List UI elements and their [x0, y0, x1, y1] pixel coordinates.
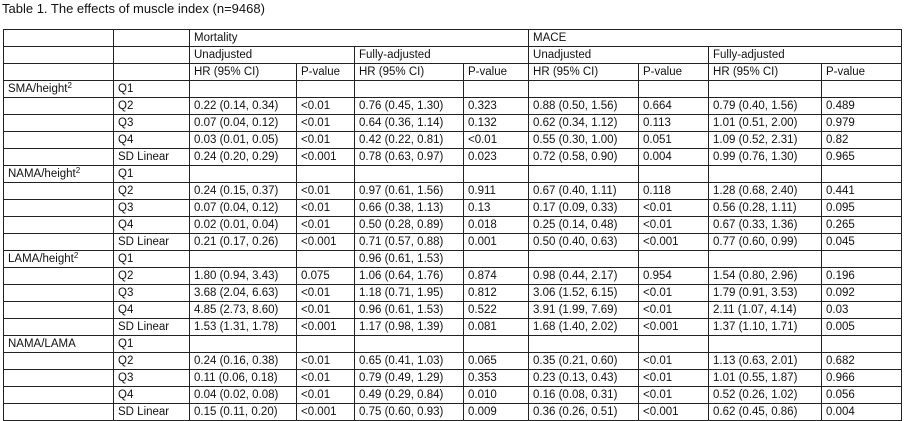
- table-row: [4, 115, 902, 132]
- row-quantile-label: Q1: [114, 81, 190, 98]
- p-value-cell: <0.01: [297, 132, 355, 149]
- p-value-cell: 0.323: [464, 98, 529, 115]
- p-value-cell: <0.001: [297, 319, 355, 336]
- hr-ci-cell: 0.99 (0.76, 1.30): [709, 149, 822, 166]
- hr-ci-cell: 1.18 (0.71, 1.95): [355, 285, 464, 302]
- p-value-cell: 0.979: [822, 115, 902, 132]
- hr-ci-cell: 0.23 (0.13, 0.43): [529, 370, 639, 387]
- row-quantile-label: Q2: [114, 183, 190, 200]
- hr-ci-cell: 0.66 (0.38, 1.13): [355, 200, 464, 217]
- row-group-blank: [4, 285, 114, 302]
- hr-ci-cell: 1.79 (0.91, 3.53): [709, 285, 822, 302]
- p-value-cell: 0.004: [822, 404, 902, 421]
- header-group-mortality: Mortality: [190, 30, 529, 47]
- table-body: [4, 30, 902, 421]
- header-blank-cell: [114, 64, 190, 81]
- p-value-cell: 0.118: [639, 183, 709, 200]
- p-value-cell: [639, 166, 709, 183]
- header-blank-cell: [4, 30, 114, 47]
- p-value-cell: 0.023: [464, 149, 529, 166]
- hr-ci-cell: 0.65 (0.41, 1.03): [355, 353, 464, 370]
- header-col-pvalue: P-value: [464, 64, 529, 81]
- p-value-cell: 0.13: [464, 200, 529, 217]
- hr-ci-cell: 0.78 (0.63, 0.97): [355, 149, 464, 166]
- hr-ci-cell: 3.68 (2.04, 6.63): [190, 285, 297, 302]
- hr-ci-cell: 0.04 (0.02, 0.08): [190, 387, 297, 404]
- p-value-cell: 0.82: [822, 132, 902, 149]
- group-label-superscript: 2: [73, 250, 79, 260]
- hr-ci-cell: 0.52 (0.26, 1.02): [709, 387, 822, 404]
- header-col-hr: HR (95% CI): [529, 64, 639, 81]
- header-subgroup-fully-adjusted: Fully-adjusted: [355, 47, 529, 64]
- p-value-cell: 0.03: [822, 302, 902, 319]
- p-value-cell: 0.045: [822, 234, 902, 251]
- table-row: [4, 370, 902, 387]
- header-subgroup-fully-adjusted: Fully-adjusted: [709, 47, 902, 64]
- header-row-subgroups: [4, 47, 902, 64]
- p-value-cell: <0.01: [297, 183, 355, 200]
- p-value-cell: 0.004: [639, 149, 709, 166]
- p-value-cell: 0.196: [822, 268, 902, 285]
- hr-ci-cell: 0.02 (0.01, 0.04): [190, 217, 297, 234]
- p-value-cell: <0.001: [297, 149, 355, 166]
- p-value-cell: 0.522: [464, 302, 529, 319]
- hr-ci-cell: 0.21 (0.17, 0.26): [190, 234, 297, 251]
- p-value-cell: 0.065: [464, 353, 529, 370]
- p-value-cell: [822, 166, 902, 183]
- p-value-cell: 0.965: [822, 149, 902, 166]
- hr-ci-cell: 1.13 (0.63, 2.01): [709, 353, 822, 370]
- header-group-mace: MACE: [529, 30, 902, 47]
- row-group-blank: [4, 200, 114, 217]
- p-value-cell: 0.095: [822, 200, 902, 217]
- p-value-cell: 0.954: [639, 268, 709, 285]
- hr-ci-cell: [190, 81, 297, 98]
- hr-ci-cell: 0.16 (0.08, 0.31): [529, 387, 639, 404]
- p-value-cell: <0.001: [639, 319, 709, 336]
- p-value-cell: 0.018: [464, 217, 529, 234]
- header-row-groups: [4, 30, 902, 47]
- p-value-cell: 0.966: [822, 370, 902, 387]
- p-value-cell: 0.113: [639, 115, 709, 132]
- p-value-cell: [464, 81, 529, 98]
- p-value-cell: <0.001: [639, 404, 709, 421]
- p-value-cell: <0.001: [297, 404, 355, 421]
- hr-ci-cell: 0.55 (0.30, 1.00): [529, 132, 639, 149]
- results-table: [3, 29, 902, 421]
- hr-ci-cell: 1.68 (1.40, 2.02): [529, 319, 639, 336]
- header-col-hr: HR (95% CI): [709, 64, 822, 81]
- hr-ci-cell: [529, 251, 639, 268]
- hr-ci-cell: 0.11 (0.06, 0.18): [190, 370, 297, 387]
- row-quantile-label: Q4: [114, 132, 190, 149]
- row-group-blank: [4, 353, 114, 370]
- table-row: [4, 183, 902, 200]
- p-value-cell: <0.01: [639, 353, 709, 370]
- p-value-cell: <0.001: [639, 234, 709, 251]
- p-value-cell: 0.441: [822, 183, 902, 200]
- hr-ci-cell: 0.50 (0.28, 0.89): [355, 217, 464, 234]
- header-blank-cell: [114, 30, 190, 47]
- p-value-cell: 0.092: [822, 285, 902, 302]
- group-label-superscript: 2: [75, 165, 81, 175]
- hr-ci-cell: 0.62 (0.45, 0.86): [709, 404, 822, 421]
- p-value-cell: <0.01: [297, 285, 355, 302]
- hr-ci-cell: 0.62 (0.34, 1.12): [529, 115, 639, 132]
- table-row: [4, 302, 902, 319]
- row-group-blank: [4, 132, 114, 149]
- p-value-cell: <0.001: [297, 234, 355, 251]
- hr-ci-cell: 3.91 (1.99, 7.69): [529, 302, 639, 319]
- hr-ci-cell: [190, 336, 297, 353]
- hr-ci-cell: 0.07 (0.04, 0.12): [190, 200, 297, 217]
- table-row: [4, 200, 902, 217]
- p-value-cell: <0.01: [639, 302, 709, 319]
- p-value-cell: 0.265: [822, 217, 902, 234]
- table-row: [4, 217, 902, 234]
- p-value-cell: 0.051: [639, 132, 709, 149]
- hr-ci-cell: 0.24 (0.16, 0.38): [190, 353, 297, 370]
- hr-ci-cell: 0.56 (0.28, 1.11): [709, 200, 822, 217]
- hr-ci-cell: 1.09 (0.52, 2.31): [709, 132, 822, 149]
- table-caption: Table 1. The effects of muscle index (n=9468): [2, 1, 265, 16]
- p-value-cell: <0.01: [639, 387, 709, 404]
- group-label-superscript: 2: [67, 80, 72, 90]
- hr-ci-cell: 1.37 (1.10, 1.71): [709, 319, 822, 336]
- hr-ci-cell: 0.76 (0.45, 1.30): [355, 98, 464, 115]
- p-value-cell: <0.01: [297, 387, 355, 404]
- hr-ci-cell: [709, 336, 822, 353]
- hr-ci-cell: 0.17 (0.09, 0.33): [529, 200, 639, 217]
- row-group-blank: [4, 387, 114, 404]
- hr-ci-cell: 1.80 (0.94, 3.43): [190, 268, 297, 285]
- row-group-blank: [4, 234, 114, 251]
- p-value-cell: 0.911: [464, 183, 529, 200]
- row-group-label: [4, 336, 114, 353]
- row-group-blank: [4, 98, 114, 115]
- hr-ci-cell: 0.79 (0.49, 1.29): [355, 370, 464, 387]
- table-row: [4, 98, 902, 115]
- header-col-pvalue: P-value: [822, 64, 902, 81]
- row-quantile-label: Q3: [114, 200, 190, 217]
- header-col-pvalue: P-value: [297, 64, 355, 81]
- p-value-cell: 0.874: [464, 268, 529, 285]
- header-blank-cell: [4, 47, 114, 64]
- table-row: [4, 404, 902, 421]
- p-value-cell: <0.01: [297, 115, 355, 132]
- hr-ci-cell: [355, 81, 464, 98]
- header-col-pvalue: P-value: [639, 64, 709, 81]
- row-group-blank: [4, 183, 114, 200]
- hr-ci-cell: [709, 166, 822, 183]
- hr-ci-cell: 0.35 (0.21, 0.60): [529, 353, 639, 370]
- hr-ci-cell: [190, 251, 297, 268]
- p-value-cell: <0.01: [639, 200, 709, 217]
- table-row: [4, 285, 902, 302]
- p-value-cell: 0.001: [464, 234, 529, 251]
- p-value-cell: 0.682: [822, 353, 902, 370]
- hr-ci-cell: 0.24 (0.15, 0.37): [190, 183, 297, 200]
- hr-ci-cell: 0.72 (0.58, 0.90): [529, 149, 639, 166]
- group-label-text: LAMA/height: [8, 252, 74, 265]
- row-quantile-label: SD Linear: [114, 319, 190, 336]
- hr-ci-cell: 0.25 (0.14, 0.48): [529, 217, 639, 234]
- hr-ci-cell: 0.96 (0.61, 1.53): [355, 302, 464, 319]
- hr-ci-cell: 0.49 (0.29, 0.84): [355, 387, 464, 404]
- hr-ci-cell: 0.15 (0.11, 0.20): [190, 404, 297, 421]
- hr-ci-cell: 0.67 (0.33, 1.36): [709, 217, 822, 234]
- p-value-cell: [464, 251, 529, 268]
- header-blank-cell: [4, 64, 114, 81]
- p-value-cell: <0.01: [297, 217, 355, 234]
- row-group-blank: [4, 370, 114, 387]
- hr-ci-cell: 0.24 (0.20, 0.29): [190, 149, 297, 166]
- p-value-cell: 0.132: [464, 115, 529, 132]
- row-quantile-label: Q3: [114, 370, 190, 387]
- row-quantile-label: Q4: [114, 302, 190, 319]
- hr-ci-cell: 0.42 (0.22, 0.81): [355, 132, 464, 149]
- table-row: [4, 319, 902, 336]
- header-blank-cell: [114, 47, 190, 64]
- p-value-cell: [639, 251, 709, 268]
- hr-ci-cell: 1.53 (1.31, 1.78): [190, 319, 297, 336]
- header-subgroup-unadjusted: Unadjusted: [190, 47, 355, 64]
- row-group-blank: [4, 302, 114, 319]
- hr-ci-cell: [529, 166, 639, 183]
- hr-ci-cell: 1.28 (0.68, 2.40): [709, 183, 822, 200]
- p-value-cell: 0.489: [822, 98, 902, 115]
- p-value-cell: [822, 251, 902, 268]
- hr-ci-cell: [709, 81, 822, 98]
- group-label-text: NAMA/height: [8, 167, 76, 180]
- hr-ci-cell: 1.06 (0.64, 1.76): [355, 268, 464, 285]
- row-group-blank: [4, 217, 114, 234]
- hr-ci-cell: 1.01 (0.55, 1.87): [709, 370, 822, 387]
- hr-ci-cell: 0.75 (0.60, 0.93): [355, 404, 464, 421]
- hr-ci-cell: [355, 166, 464, 183]
- table-row: [4, 149, 902, 166]
- hr-ci-cell: 2.11 (1.07, 4.14): [709, 302, 822, 319]
- hr-ci-cell: [355, 336, 464, 353]
- p-value-cell: <0.01: [639, 217, 709, 234]
- row-group-blank: [4, 115, 114, 132]
- p-value-cell: 0.664: [639, 98, 709, 115]
- table-row: [4, 166, 902, 183]
- p-value-cell: 0.010: [464, 387, 529, 404]
- table-row: [4, 387, 902, 404]
- row-quantile-label: SD Linear: [114, 404, 190, 421]
- hr-ci-cell: [529, 81, 639, 98]
- hr-ci-cell: 0.96 (0.61, 1.53): [355, 251, 464, 268]
- hr-ci-cell: 0.03 (0.01, 0.05): [190, 132, 297, 149]
- row-group-blank: [4, 268, 114, 285]
- p-value-cell: [464, 336, 529, 353]
- table-row: [4, 336, 902, 353]
- hr-ci-cell: 1.01 (0.51, 2.00): [709, 115, 822, 132]
- hr-ci-cell: [190, 166, 297, 183]
- p-value-cell: [639, 81, 709, 98]
- hr-ci-cell: 0.77 (0.60, 0.99): [709, 234, 822, 251]
- row-quantile-label: Q4: [114, 217, 190, 234]
- row-quantile-label: Q3: [114, 285, 190, 302]
- row-group-label: [4, 81, 114, 98]
- p-value-cell: <0.01: [297, 370, 355, 387]
- hr-ci-cell: 0.67 (0.40, 1.11): [529, 183, 639, 200]
- hr-ci-cell: 0.50 (0.40, 0.63): [529, 234, 639, 251]
- table-row: [4, 234, 902, 251]
- p-value-cell: 0.075: [297, 268, 355, 285]
- header-col-hr: HR (95% CI): [355, 64, 464, 81]
- p-value-cell: [639, 336, 709, 353]
- p-value-cell: [822, 81, 902, 98]
- p-value-cell: [464, 166, 529, 183]
- p-value-cell: 0.812: [464, 285, 529, 302]
- row-group-label: [4, 251, 114, 268]
- row-quantile-label: Q1: [114, 166, 190, 183]
- hr-ci-cell: 0.07 (0.04, 0.12): [190, 115, 297, 132]
- header-col-hr: HR (95% CI): [190, 64, 297, 81]
- p-value-cell: <0.01: [639, 285, 709, 302]
- p-value-cell: 0.353: [464, 370, 529, 387]
- hr-ci-cell: [709, 251, 822, 268]
- row-quantile-label: Q4: [114, 387, 190, 404]
- hr-ci-cell: 0.36 (0.26, 0.51): [529, 404, 639, 421]
- p-value-cell: 0.005: [822, 319, 902, 336]
- hr-ci-cell: 1.54 (0.80, 2.96): [709, 268, 822, 285]
- hr-ci-cell: [529, 336, 639, 353]
- row-quantile-label: Q1: [114, 251, 190, 268]
- p-value-cell: [297, 166, 355, 183]
- p-value-cell: [297, 336, 355, 353]
- table-row: [4, 268, 902, 285]
- hr-ci-cell: 1.17 (0.98, 1.39): [355, 319, 464, 336]
- hr-ci-cell: 4.85 (2.73, 8.60): [190, 302, 297, 319]
- p-value-cell: <0.01: [639, 370, 709, 387]
- row-group-blank: [4, 149, 114, 166]
- hr-ci-cell: 0.97 (0.61, 1.56): [355, 183, 464, 200]
- row-group-blank: [4, 319, 114, 336]
- hr-ci-cell: 0.71 (0.57, 0.88): [355, 234, 464, 251]
- header-row-columns: [4, 64, 902, 81]
- row-quantile-label: Q3: [114, 115, 190, 132]
- hr-ci-cell: 0.64 (0.36, 1.14): [355, 115, 464, 132]
- p-value-cell: [297, 251, 355, 268]
- table-row: [4, 353, 902, 370]
- hr-ci-cell: 3.06 (1.52, 6.15): [529, 285, 639, 302]
- header-subgroup-unadjusted: Unadjusted: [529, 47, 709, 64]
- p-value-cell: <0.01: [297, 302, 355, 319]
- p-value-cell: <0.01: [297, 200, 355, 217]
- p-value-cell: <0.01: [464, 132, 529, 149]
- row-group-label: [4, 166, 114, 183]
- group-label-text: NAMA/LAMA: [8, 337, 76, 350]
- row-quantile-label: Q1: [114, 336, 190, 353]
- row-quantile-label: Q2: [114, 268, 190, 285]
- hr-ci-cell: 0.22 (0.14, 0.34): [190, 98, 297, 115]
- p-value-cell: [822, 336, 902, 353]
- p-value-cell: <0.01: [297, 98, 355, 115]
- p-value-cell: 0.009: [464, 404, 529, 421]
- hr-ci-cell: 0.88 (0.50, 1.56): [529, 98, 639, 115]
- p-value-cell: [297, 81, 355, 98]
- p-value-cell: <0.01: [297, 353, 355, 370]
- table-row: [4, 81, 902, 98]
- hr-ci-cell: 0.79 (0.40, 1.56): [709, 98, 822, 115]
- group-label-text: SMA/height: [8, 82, 68, 95]
- row-quantile-label: SD Linear: [114, 149, 190, 166]
- p-value-cell: 0.056: [822, 387, 902, 404]
- table-row: [4, 132, 902, 149]
- row-quantile-label: Q2: [114, 353, 190, 370]
- row-quantile-label: Q2: [114, 98, 190, 115]
- table-row: [4, 251, 902, 268]
- row-group-blank: [4, 404, 114, 421]
- p-value-cell: 0.081: [464, 319, 529, 336]
- hr-ci-cell: 0.98 (0.44, 2.17): [529, 268, 639, 285]
- row-quantile-label: SD Linear: [114, 234, 190, 251]
